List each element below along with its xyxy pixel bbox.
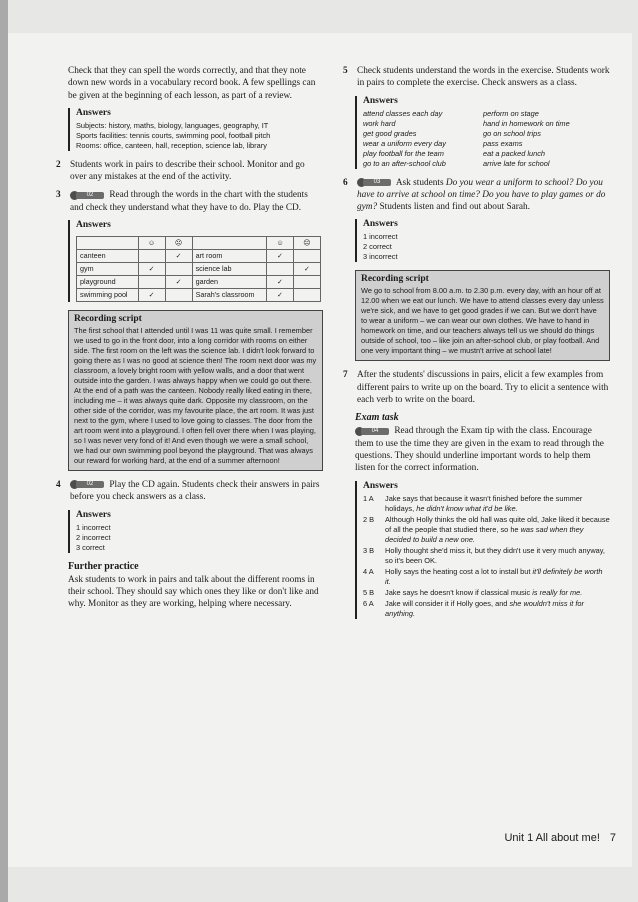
chart-row: swimming pool ✓ Sarah's classroom ✓	[77, 289, 321, 302]
chart-row: canteen ✓ art room ✓	[77, 250, 321, 263]
right-column	[343, 65, 610, 627]
answer-row: 5 B Jake says he doesn't know if classical music is really for me.	[363, 587, 583, 597]
exercise-number: 6	[343, 177, 348, 188]
answers-chart	[76, 236, 321, 302]
exercise-2	[56, 159, 323, 184]
answers-bar	[68, 108, 70, 151]
cd-track-icon: 04	[355, 427, 389, 436]
exercise-6: 6 03 Ask students Do you wear a uniform to school? Do you have to arrive at school on time? Do you have to play games or do gym? Students listen and find out about Sarah.	[343, 177, 606, 213]
chart-row: playground ✓ garden ✓	[77, 276, 321, 289]
exercise-7	[343, 369, 610, 406]
unit-title: Unit 1 All about me!	[504, 832, 600, 844]
answers-bar	[68, 510, 70, 553]
further-practice-heading: Further practice	[68, 560, 139, 572]
answers-bar	[68, 220, 70, 302]
answers-line: 3 incorrect	[363, 252, 398, 262]
answer-row: 3 B Holly thought she'd miss it, but they didn't use it very much anyway, so it's been OK.	[363, 545, 605, 565]
answers-heading: Answers	[76, 107, 111, 118]
happy-face-icon: ☺	[138, 237, 165, 250]
exercise-3	[56, 189, 323, 214]
answers-line: 1 incorrect	[76, 522, 111, 532]
answers-bar	[355, 481, 357, 619]
exercise-text: Play the CD again. Students check their answers in pairs before you check answers as a class.	[70, 480, 320, 503]
answers-heading: Answers	[363, 219, 398, 230]
happy-face-icon: ☺	[267, 237, 294, 250]
further-practice-text: Ask students to work in pairs and talk about the different rooms in their school. They should say which ones they like or don't like and why. Monitor as they are working, helping where necessary.	[68, 574, 319, 610]
answers-bar	[355, 219, 357, 262]
cd-track-icon: 02	[70, 191, 104, 200]
answer-row: 1 A Jake says that because it wasn't finished before the summer holidays, he didn't know what it'd be like.	[363, 493, 583, 513]
answers-heading: Answers	[76, 220, 111, 231]
chart-row: gym ✓ science lab ✓	[77, 263, 321, 276]
answers-box-ex6	[355, 219, 610, 262]
sad-face-icon: ☹	[294, 237, 321, 250]
exam-task-text: 04 Read through the Exam tip with the class. Encourage them to use the time they are given in the exam to read through the questions. They should underline important words to help them listen for the correct information.	[355, 426, 604, 474]
answer-row: 6 A Jake will consider it if Holly goes, and she wouldn't miss it for anything.	[363, 598, 584, 618]
answers-bar	[355, 96, 357, 169]
exercise-number: 7	[343, 370, 348, 381]
answers-line: 2 incorrect	[76, 532, 111, 542]
answers-heading: Answers	[76, 509, 111, 520]
answers-box-vocabulary	[68, 108, 323, 151]
exercise-number: 3	[56, 190, 61, 201]
exercise-number: 5	[343, 66, 348, 76]
answers-line: 3 correct	[76, 542, 105, 552]
exercise-5	[343, 65, 610, 90]
recording-script-1	[68, 310, 323, 471]
book-spine-shadow	[0, 0, 8, 902]
answers-box-ex5	[355, 96, 610, 169]
script-body: The first school that I attended until I was 11 was quite small. I remember we used to go in the front door, into a long corridor with rooms on either side. The first room on the left was the science lab. I didn't look forward to going there as I was no good at science then! The room next door was my classroom, a lovely bright room with yellow walls, and a door that went outside into the garden. I was always happy when we could go out there. At the end of a path was the canteen. Nobody really liked eating in there, including me – it was always quite dark. Opposite my classroom, on the other side of the corridor, was my favourite place, the art room. It was just next to the gym, where I used to love going to classes. The door from the art room went into a playground. I often fell over there when I was playing, so I was never very fond of it! And even though we were a small school, we had our own swimming pool beyond the playground. That was always our reward for working hard, at the end of a summer afternoon!	[74, 326, 317, 466]
exercise-text: After the students' discussions in pairs, elicit a few examples from different pairs to write up on the board. Try to elicit a sentence with each verb to write on the board.	[357, 370, 609, 406]
exercise-text: Students work in pairs to describe their school. Monitor and go over any mistakes at the end of the activity.	[70, 159, 305, 183]
answers-box-chart	[68, 220, 323, 302]
answers-heading: Answers	[363, 480, 398, 491]
answers-line: Sports facilities: tennis courts, swimming pool, football pitch	[76, 130, 271, 140]
cd-track-icon: 03	[357, 178, 391, 187]
chart-header-row	[77, 237, 321, 250]
page-number: 7	[609, 832, 616, 844]
script-heading: Recording script	[361, 274, 429, 285]
answers-line: Rooms: office, canteen, hall, reception, science lab, library	[76, 140, 267, 150]
answers-line: 2 correct	[363, 242, 392, 252]
answers-line: Subjects: history, maths, biology, languages, geography, IT	[76, 120, 269, 130]
answers-heading: Answers	[363, 95, 398, 106]
sad-face-icon: ☹	[165, 237, 192, 250]
exercise-text: Read through the words in the chart with the students and check they understand what they have to do. Play the CD.	[70, 190, 308, 213]
intro-paragraph: Check that they can spell the words correctly, and that they note down new words in a vocabulary record book. A few spellings can be given at the beginning of each lesson, as part of a review.	[68, 66, 316, 101]
page-footer	[504, 832, 616, 844]
left-column	[56, 65, 323, 611]
exam-task-heading: Exam task	[355, 412, 399, 424]
answers-line: 1 incorrect	[363, 232, 398, 242]
script-body: We go to school from 8.00 a.m. to 2.30 p.m. every day, with an hour off at 12.00 when we eat our lunch. We have to attend classes every day unless we're sick, and we have to get good grades if we can. But we don't have to wear a uniform – we can wear our own clothes. We have to hand in homework on time, and our teachers always tell us we should do things outside of school, too – like join an after-school club, or play football. And one very important thing – we mustn't arrive at school late!	[361, 286, 604, 356]
exercise-number: 4	[56, 480, 61, 491]
exercise-4	[56, 479, 323, 504]
answers-grid: attend classes each day perform on stage work hard hand in homework on time get good grades go on school trips wear a uniform every day pass exams play football for the team eat a packed lunch go to an after-school club arrive late for school	[363, 108, 570, 168]
answer-row: 2 B Although Holly thinks the old hall was quite old, Jake liked it because of all the people that studied there, so he was sad when they decided to build a new one.	[363, 514, 610, 544]
answer-row: 4 A Holly says the heating cost a lot to install but it'll definitely be worth it.	[363, 566, 603, 586]
answers-box-ex4	[68, 510, 323, 553]
answers-box-exam	[355, 481, 610, 619]
answers-list	[363, 494, 610, 619]
cd-track-icon: 02	[70, 480, 104, 489]
exercise-text: Check students understand the words in the exercise. Students work in pairs to complete the exercise. Check answers as a class.	[357, 66, 610, 89]
recording-script-2	[355, 270, 610, 361]
script-heading: Recording script	[74, 314, 142, 325]
exercise-number: 2	[56, 159, 61, 170]
